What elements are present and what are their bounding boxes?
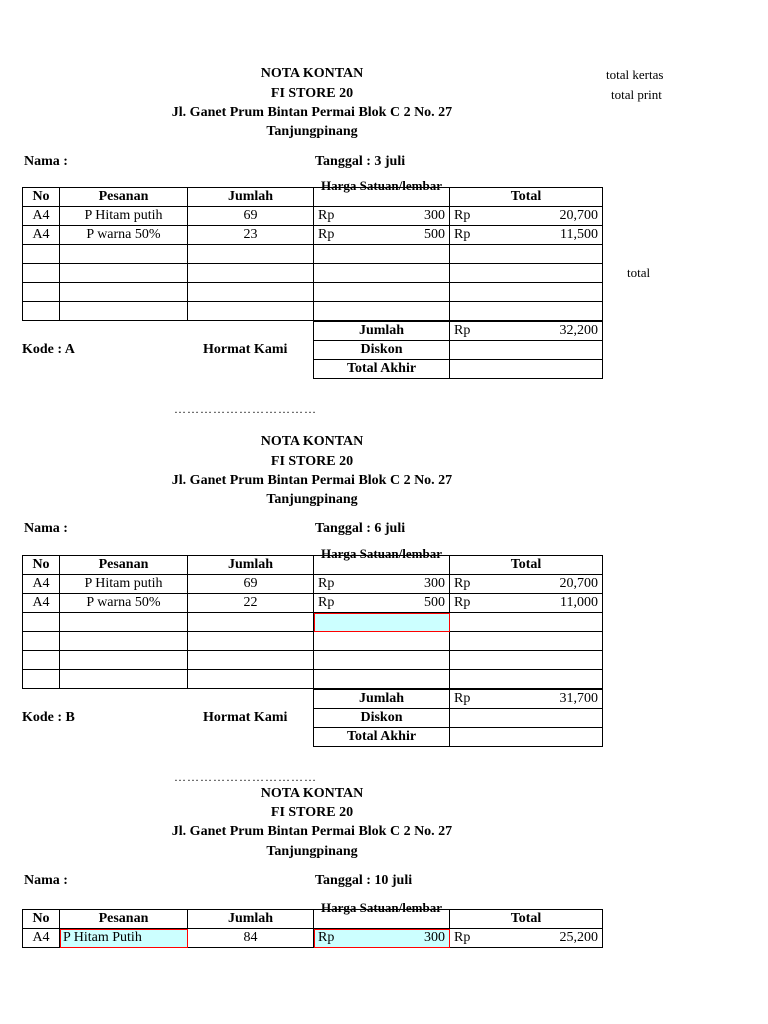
cell-jumlah: 23 <box>188 226 314 245</box>
cell-pesanan: P warna 50% <box>60 594 188 613</box>
summary-diskon-value <box>450 341 603 360</box>
currency-label: Rp <box>454 691 471 706</box>
col-jumlah: Jumlah <box>188 556 314 575</box>
cell-total <box>450 929 603 948</box>
currency-label: Rp <box>454 208 471 223</box>
cell-total <box>450 575 603 594</box>
note2-kode: Kode : B <box>22 710 75 725</box>
cell-total <box>450 594 603 613</box>
note2-nama-label: Nama : <box>24 521 68 536</box>
empty-row <box>23 245 603 264</box>
currency-label: Rp <box>318 208 335 223</box>
jumlah-amount: 31,700 <box>559 691 598 706</box>
table-row <box>23 594 603 613</box>
side-total-kertas: total kertas <box>606 67 664 82</box>
total-value: 20,700 <box>559 208 598 223</box>
summary-row-diskon <box>314 341 603 360</box>
note1-city: Tanjungpinang <box>266 124 358 139</box>
cell-no: A4 <box>23 929 60 948</box>
cell-harga <box>314 594 450 613</box>
currency-label: Rp <box>454 930 471 945</box>
summary-jumlah-label: Jumlah <box>314 690 450 709</box>
summary-total-akhir-value <box>450 360 603 379</box>
note2-store: FI STORE 20 <box>270 454 354 469</box>
table-row <box>23 575 603 594</box>
cell-total <box>450 226 603 245</box>
col-jumlah: Jumlah <box>188 188 314 207</box>
selected-cell[interactable] <box>314 613 450 632</box>
table-header-row <box>23 188 603 207</box>
cell-no: A4 <box>23 594 60 613</box>
cell-jumlah: 84 <box>188 929 314 948</box>
cell-harga[interactable] <box>314 929 450 948</box>
empty-row <box>23 283 603 302</box>
summary-total-akhir-label: Total Akhir <box>314 728 450 747</box>
currency-label: Rp <box>318 576 335 591</box>
total-value: 25,200 <box>559 930 598 945</box>
summary-total-akhir-label: Total Akhir <box>314 360 450 379</box>
total-value: 11,000 <box>560 595 598 610</box>
summary-jumlah-value <box>450 322 603 341</box>
note1-items-table <box>22 178 603 321</box>
jumlah-amount: 32,200 <box>559 323 598 338</box>
summary-diskon-value <box>450 709 603 728</box>
total-value: 11,500 <box>560 227 598 242</box>
currency-label: Rp <box>318 595 335 610</box>
note2-address: Jl. Ganet Prum Bintan Permai Blok C 2 No. 27 <box>171 473 453 488</box>
col-pesanan: Pesanan <box>60 910 188 929</box>
empty-row <box>23 302 603 321</box>
note2-city: Tanjungpinang <box>266 492 358 507</box>
note1-kode: Kode : A <box>22 342 75 357</box>
side-total-print: total print <box>611 87 662 102</box>
note2-items-table <box>22 546 603 689</box>
harga-value: 300 <box>424 576 445 591</box>
col-total: Total <box>450 556 603 575</box>
currency-label: Rp <box>318 930 335 945</box>
table-row <box>23 929 603 948</box>
note3-title: NOTA KONTAN <box>260 786 364 801</box>
harga-value: 300 <box>424 930 445 945</box>
note3-tanggal: Tanggal : 10 juli <box>315 873 413 888</box>
note3-store: FI STORE 20 <box>270 805 354 820</box>
summary-diskon-label: Diskon <box>314 341 450 360</box>
note2-title: NOTA KONTAN <box>260 434 364 449</box>
summary-diskon-label: Diskon <box>314 709 450 728</box>
note1-address: Jl. Ganet Prum Bintan Permai Blok C 2 No. 27 <box>171 105 453 120</box>
note3-nama-label: Nama : <box>24 873 68 888</box>
cell-total <box>450 207 603 226</box>
col-harga: Harga Satuan/lembar <box>314 910 450 929</box>
note3-items-table <box>22 900 603 948</box>
col-pesanan: Pesanan <box>60 556 188 575</box>
total-value: 20,700 <box>559 576 598 591</box>
cell-pesanan[interactable]: P Hitam Putih <box>60 929 188 948</box>
note1-store: FI STORE 20 <box>270 86 354 101</box>
empty-row <box>23 613 603 632</box>
col-total: Total <box>450 910 603 929</box>
empty-row <box>23 651 603 670</box>
table-row <box>23 207 603 226</box>
harga-value: 500 <box>424 595 445 610</box>
note1-signature-dots: …………………………… <box>174 402 317 416</box>
note1-summary-table <box>313 321 603 379</box>
summary-jumlah-value <box>450 690 603 709</box>
cell-pesanan: P Hitam putih <box>60 207 188 226</box>
table-header-row <box>23 910 603 929</box>
summary-row-jumlah <box>314 690 603 709</box>
cell-pesanan: P Hitam putih <box>60 575 188 594</box>
empty-row <box>23 264 603 283</box>
cell-jumlah: 69 <box>188 207 314 226</box>
side-total: total <box>627 265 651 280</box>
summary-row-jumlah <box>314 322 603 341</box>
note2-hormat: Hormat Kami <box>203 710 288 725</box>
currency-label: Rp <box>318 227 335 242</box>
col-no: No <box>23 910 60 929</box>
cell-no: A4 <box>23 226 60 245</box>
table-row <box>23 226 603 245</box>
cell-harga <box>314 207 450 226</box>
cell-harga <box>314 575 450 594</box>
summary-total-akhir-value <box>450 728 603 747</box>
note1-title: NOTA KONTAN <box>260 66 364 81</box>
note2-tanggal: Tanggal : 6 juli <box>315 521 406 536</box>
col-harga: Harga Satuan/lembar <box>314 188 450 207</box>
table-header-row <box>23 556 603 575</box>
col-no: No <box>23 188 60 207</box>
harga-value: 500 <box>424 227 445 242</box>
cell-no: A4 <box>23 575 60 594</box>
col-total: Total <box>450 188 603 207</box>
note2-signature-dots: …………………………… <box>174 770 317 784</box>
summary-row-total-akhir <box>314 360 603 379</box>
cell-pesanan: P warna 50% <box>60 226 188 245</box>
col-harga: Harga Satuan/lembar <box>314 556 450 575</box>
cell-jumlah: 69 <box>188 575 314 594</box>
harga-value: 300 <box>424 208 445 223</box>
note3-city: Tanjungpinang <box>266 844 358 859</box>
note3-address: Jl. Ganet Prum Bintan Permai Blok C 2 No. 27 <box>171 824 453 839</box>
empty-row <box>23 670 603 689</box>
currency-label: Rp <box>454 576 471 591</box>
empty-row <box>23 632 603 651</box>
col-jumlah: Jumlah <box>188 910 314 929</box>
cell-jumlah: 22 <box>188 594 314 613</box>
currency-label: Rp <box>454 595 471 610</box>
cell-harga <box>314 226 450 245</box>
note1-nama-label: Nama : <box>24 154 68 169</box>
note2-summary-table <box>313 689 603 747</box>
note1-tanggal: Tanggal : 3 juli <box>315 154 406 169</box>
col-no: No <box>23 556 60 575</box>
col-pesanan: Pesanan <box>60 188 188 207</box>
currency-label: Rp <box>454 323 471 338</box>
currency-label: Rp <box>454 227 471 242</box>
summary-jumlah-label: Jumlah <box>314 322 450 341</box>
note1-hormat: Hormat Kami <box>203 342 288 357</box>
cell-no: A4 <box>23 207 60 226</box>
summary-row-diskon <box>314 709 603 728</box>
summary-row-total-akhir <box>314 728 603 747</box>
